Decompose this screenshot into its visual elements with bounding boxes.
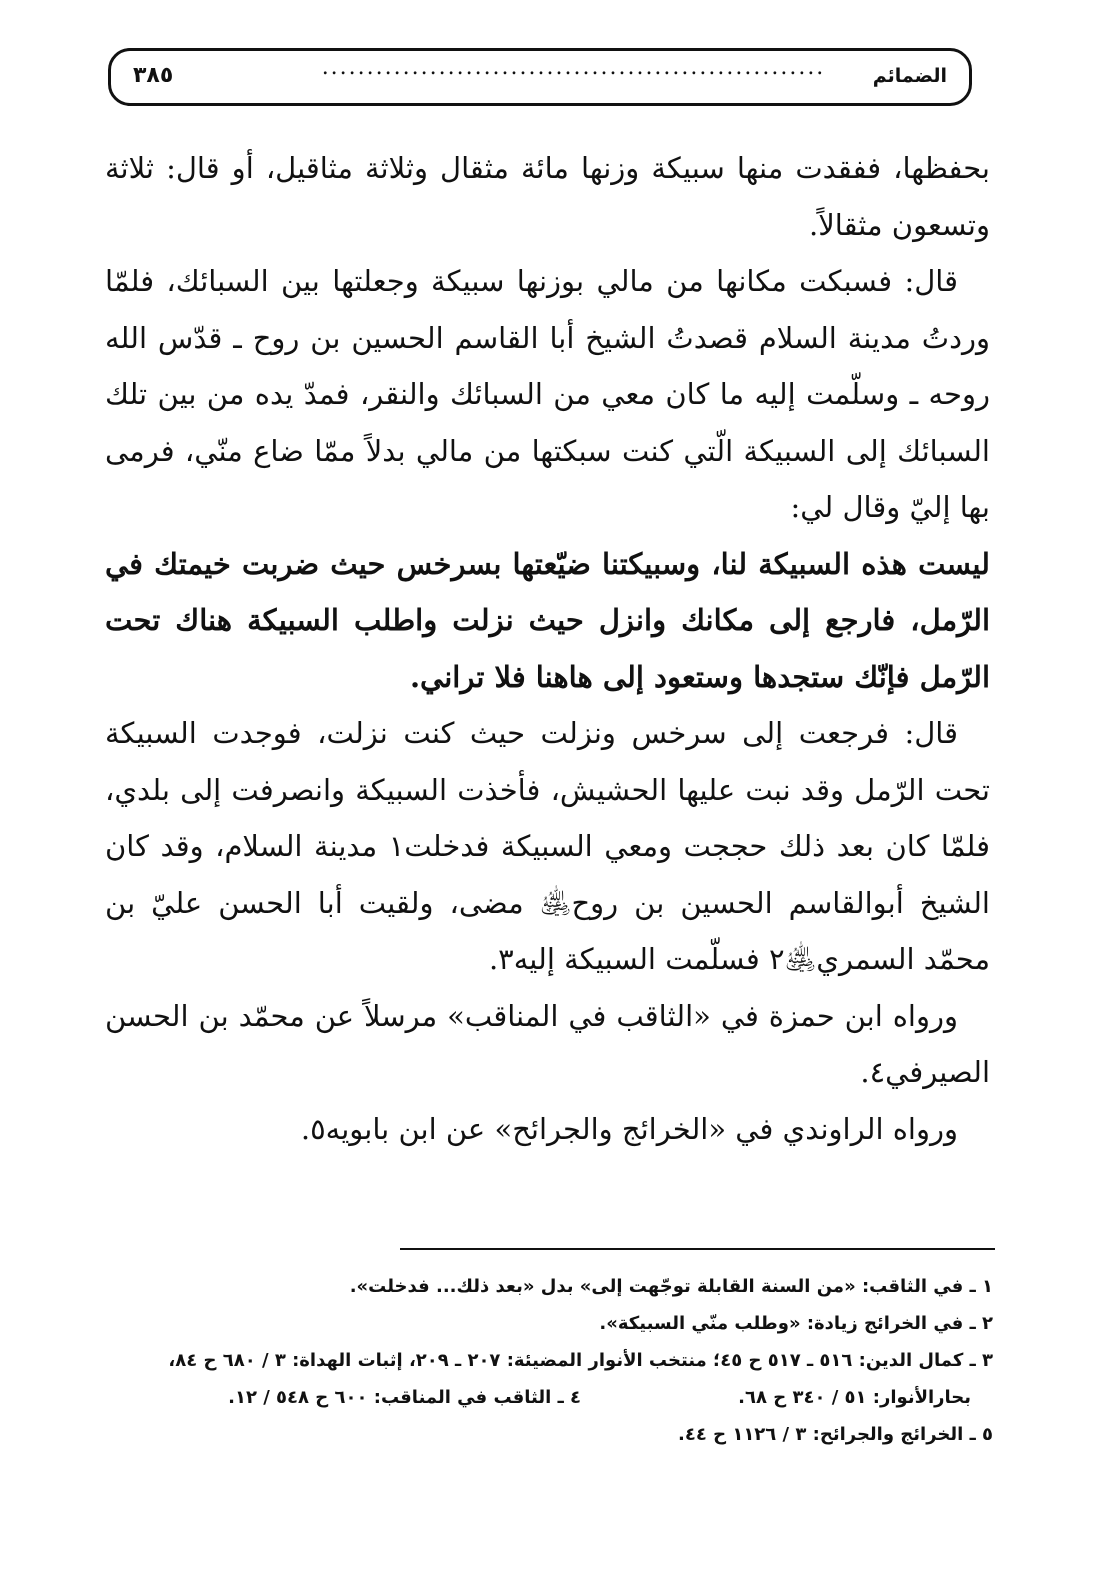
footnotes: [100, 1268, 993, 1453]
header-leader-dots: ........................................................: [321, 55, 826, 80]
running-header: [108, 48, 972, 106]
footnote-5: ٥ ـ الخرائج والجرائح: ٣ / ١١٢٦ ح ٤٤.: [677, 1424, 993, 1445]
footnote-2: ٢ ـ في الخرائج زيادة: «وطلب منّي السبيكة».: [599, 1313, 993, 1334]
paragraph-6: ورواه الراوندي في «الخرائج والجرائح» عن ابن بابويه٥.: [300, 1111, 958, 1146]
footnote-separator: [400, 1248, 995, 1250]
page-number: ٣٨٥: [133, 63, 174, 88]
paragraph-5: ورواه ابن حمزة في «الثاقب في المناقب» مرسلاً عن محمّد بن الحسن الصيرفي٤.: [105, 998, 990, 1089]
paragraph-1: بحفظها، ففقدت منها سبيكة وزنها مائة مثقال وثلاثة مثاقيل، أو قال: ثلاثة وتسعون مثقالاً.: [105, 151, 990, 242]
main-text: [105, 140, 990, 1157]
footnote-4: ٤ ـ الثاقب في المناقب: ٦٠٠ ح ٥٤٨ / ١٢.: [228, 1387, 581, 1408]
paragraph-2: قال: فسبكت مكانها من مالي بوزنها سبيكة وجعلتها بين السبائك، فلمّا وردتُ مدينة السلام قصدتُ الشيخ أبا القاسم الحسين بن روح ـ قدّس الله روحه ـ وسلّمت إليه ما كان معي من السبائك والنقر، فمدّ يده من بين تلك السبائك إلى السبيكة الّتي كنت سبكتها من مالي بدلاً ممّا ضاع منّي، فرمى بها إليّ وقال لي:: [105, 264, 990, 524]
footnote-3-continued: بحارالأنوار: ٥١ / ٣٤٠ ح ٦٨.: [738, 1387, 971, 1408]
paragraph-4: قال: فرجعت إلى سرخس ونزلت حيث كنت نزلت، فوجدت السبيكة تحت الرّمل وقد نبت عليها الحشيش، فأخذت السبيكة وانصرفت إلى بلدي، فلمّا كان بعد ذلك حججت ومعي السبيكة فدخلت١ مدينة السلام، وقد كان الشيخ أبوالقاسم الحسين بن روح﵁ مضى، ولقيت أبا الحسن عليّ بن محمّد السمري﵁٢ فسلّمت السبيكة إليه٣.: [105, 716, 990, 976]
footnote-3: ٣ ـ كمال الدين: ٥١٦ ـ ٥١٧ ح ٤٥؛ منتخب الأنوار المضيئة: ٢٠٧ ـ ٢٠٩، إثبات الهداة: ٣ / ٦٨٠ ح ٨٤،: [168, 1350, 993, 1371]
footnote-row: [100, 1379, 993, 1416]
footnote-1: ١ ـ في الثاقب: «من السنة القابلة توجّهت إلى» بدل «بعد ذلك... فدخلت».: [349, 1276, 993, 1297]
paragraph-quote: ليست هذه السبيكة لنا، وسبيكتنا ضيّعتها بسرخس حيث ضربت خيمتك في الرّمل، فارجع إلى مكانك وانزل حيث نزلت واطلب السبيكة هناك تحت الرّمل فإنّك ستجدها وستعود إلى هاهنا فلا تراني.: [105, 546, 990, 694]
header-title: الضمائم: [872, 65, 947, 87]
